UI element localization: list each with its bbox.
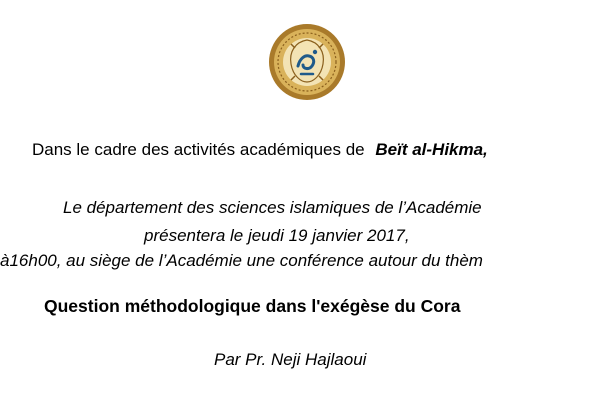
time-place-line: à16h00, au siège de l’Académie une conférence autour du thèm	[0, 251, 483, 270]
intro-line	[32, 140, 488, 160]
speaker-line: Par Pr. Neji Hajlaoui	[214, 350, 367, 369]
beit-al-hikma-seal-icon	[267, 22, 347, 102]
intro-text: Dans le cadre des activités académiques de	[32, 140, 370, 159]
conference-topic: Question méthodologique dans l'exégèse du Cora	[44, 296, 461, 316]
department-line: Le département des sciences islamiques de l’Académie	[63, 198, 482, 217]
institution-name: Beït al-Hikma,	[375, 140, 488, 159]
presentation-date-line: présentera le jeudi 19 janvier 2017,	[144, 226, 410, 245]
